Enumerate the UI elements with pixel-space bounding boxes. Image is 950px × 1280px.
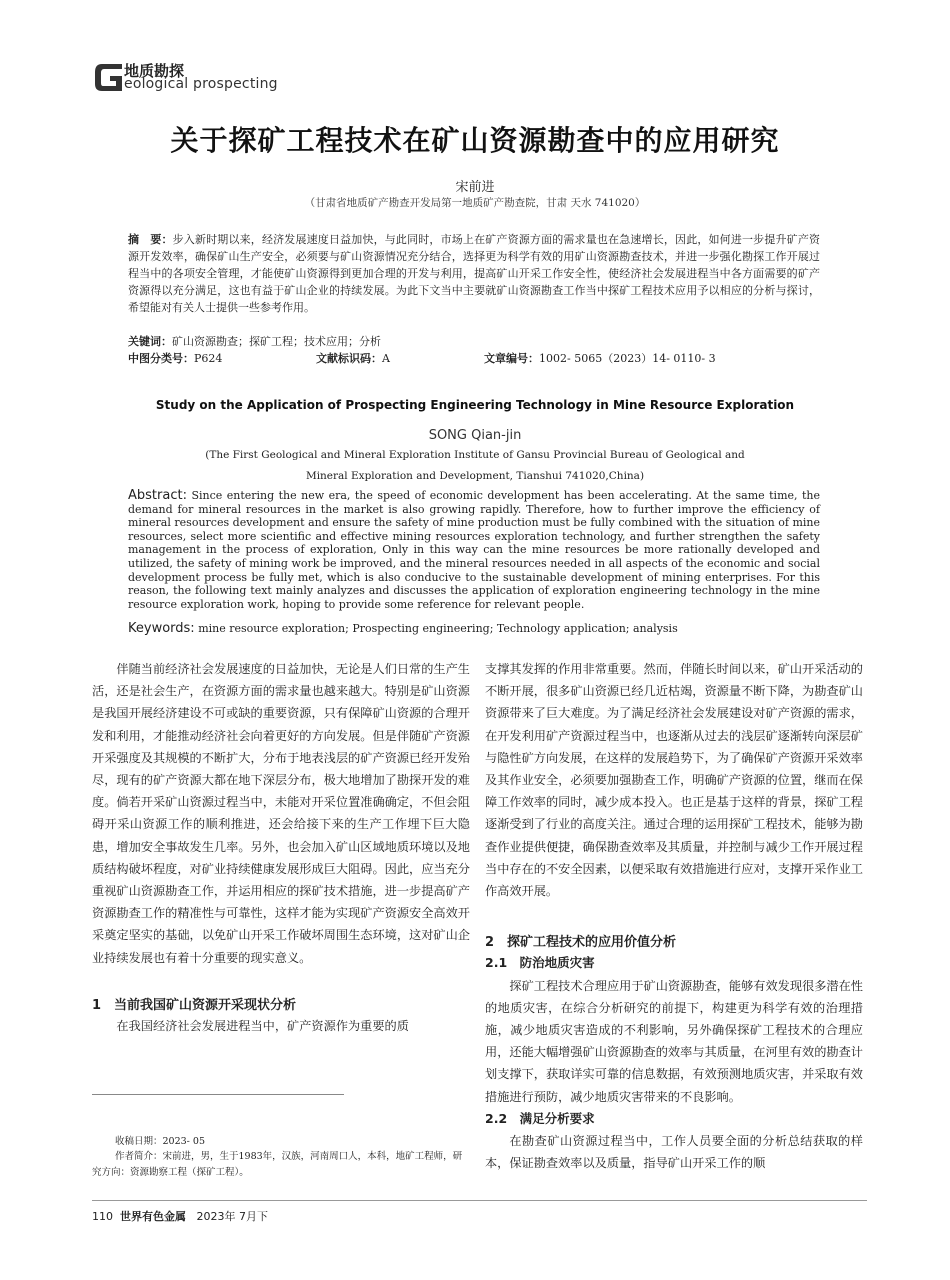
clc-label: 中图分类号： bbox=[128, 352, 194, 365]
classification-row bbox=[128, 350, 828, 367]
english-abstract-label: Abstract: bbox=[128, 488, 187, 503]
section2-heading: 2 探矿工程技术的应用价值分析 bbox=[485, 935, 677, 951]
section1-paragraph: 在我国经济社会发展进程当中，矿产资源作为重要的质 bbox=[116, 1019, 409, 1034]
page-footer bbox=[92, 1208, 268, 1224]
body-left-column bbox=[92, 658, 470, 1037]
abstract-text: 步入新时期以来，经济发展速度日益加快，与此同时，市场上在矿产资源方面的需求量也在急速增长，因此，如何进一步提升矿产资源开发效率，确保矿山生产安全，必须要与矿山资源情况充分结合，选择更为科学有效的用矿山资源勘查技术，并进一步强化勘探工作开展过程当中的各项安全管理，才能使矿山资源得到更加合理的开发与利用，提高矿山开采工作安全性，使经济社会发展进程当中各方面需要的矿产资源得以充分满足，这也有益于矿山企业的持续发展。为此下文当中主要就矿山资源勘查工作当中探矿工程技术应用予以相应的分析与探讨，希望能对有关人士提供一些参考作用。 bbox=[128, 233, 820, 314]
section1-heading: 1 当前我国矿山资源开采现状分析 bbox=[92, 997, 297, 1013]
section22-paragraph: 在勘查矿山资源过程当中，工作人员要全面的分析总结获取的样本，保证勘查效率以及质量，指导矿山开采工作的顺 bbox=[485, 1134, 863, 1171]
clc-value: P624 bbox=[194, 352, 223, 365]
footnote-divider bbox=[92, 1094, 344, 1095]
section22-heading: 2.2 满足分析要求 bbox=[485, 1110, 595, 1126]
keywords-text: 矿山资源勘查；探矿工程；技术应用；分析 bbox=[172, 335, 381, 348]
body-right-column bbox=[485, 658, 863, 1174]
intro-paragraph: 伴随当前经济社会发展速度的日益加快，无论是人们日常的生产生活，还是社会生产，在资源方面的需求量也越来越大。特别是矿山资源是我国开展经济建设不可或缺的重要资源，只有保障矿山资源的合理开发和利用，才能推动经济社会向着更好的方向发展。但是伴随矿产资源开采强度及其规模的不断扩大，分布于地表浅层的矿产资源已经开发殆尽，现有的矿产资源大都在地下深层分布，极大地增加了勘探开发的难度。倘若开采矿山资源过程当中，未能对开采位置准确确定，不但会阻碍开采山资源工作的顺利推进，还会给接下来的生产工作埋下巨大隐患，增加安全事故发生几率。另外，也会加入矿山区域地质环境以及地质结构破坏程度，对矿业持续健康发展形成巨大阻碍。因此，应当充分重视矿山资源勘查工作，并运用相应的探矿技术措施，进一步提高矿产资源勘查工作的精准性与可靠性，这样才能为实现矿产资源安全高效开采奠定坚实的基础，以免矿山开采工作破坏周围生态环境，这对矿山企业持续发展也有着十分重要的现实意义。 bbox=[92, 662, 470, 965]
article-no-label: 文章编号： bbox=[484, 352, 539, 365]
journal-section-en: eological prospecting bbox=[124, 76, 278, 92]
english-abstract-text: Since entering the new era, the speed of economic development has been accelerating. At the same time, the demand for mineral resources in the market is also growing rapidly. Therefore, how to further improve the efficiency of mineral resources development and ensure the safety of mine production must be fully combined with the situation of mine resources, select more scientific and effective mining resources exploration technology, and further strengthen the safety management in the process of exploration, Only in this way can the mine resources be more rationally developed and utilized, the safety of mining work be improved, and the mineral resources needed in all aspects of the economic and social development process be fully met, which is also conducive to the sustainable development of mining enterprises. For this reason, the following text mainly analyzes and discusses the application of exploration engineering technology in the mine resource exploration work, hoping to provide some reference for relevant people. bbox=[128, 489, 820, 611]
author-info: 作者简介：宋前进，男，生于1983年，汉族，河南周口人，本科，地矿工程师，研究方向：资源勘察工程（探矿工程）。 bbox=[92, 1151, 463, 1178]
abstract-cn bbox=[128, 231, 820, 316]
paper-title: 关于探矿工程技术在矿山资源勘查中的应用研究 bbox=[170, 124, 780, 157]
article-no-value: 1002- 5065（2023）14- 0110- 3 bbox=[539, 352, 716, 365]
english-abstract bbox=[128, 489, 820, 611]
clc-field bbox=[128, 350, 222, 366]
english-author: SONG Qian-jin bbox=[428, 428, 522, 443]
section21-heading: 2.1 防治地质灾害 bbox=[485, 955, 595, 971]
right-paragraph-1: 支撑其发挥的作用非常重要。然而，伴随长时间以来，矿山开采活动的不断开展，很多矿山资源已经几近枯竭，资源量不断下降，为勘查矿山资源带来了巨大难度。为了满足经济社会发展建设对矿产资源的需求，在开发利用矿产资源过程当中，也逐渐从过去的浅层矿逐渐转向深层矿与隐性矿方向发展，在这样的发展趋势下，为了确保矿产资源开采效率及其作业安全，必须要加强勘查工作，明确矿产资源的位置，继而在保障工作效率的同时，减少成本投入。也正是基于这样的背景，探矿工程逐渐受到了行业的高度关注。通过合理的运用探矿工程技术，能够为勘查作业提供便捷，确保勘查效率及其质量，并控制与减少工作开展过程当中存在的不安全因素，以便采取有效措施进行应对，支撑开采作业工作高效开展。 bbox=[485, 662, 863, 899]
section21-paragraph: 探矿工程技术合理应用于矿山资源勘查，能够有效发现很多潜在性的地质灾害，在综合分析研究的前提下，构建更为科学有效的治理措施，减少地质灾害造成的不利影响，另外确保探矿工程技术的合理应用，还能大幅增强矿山资源勘查的效率与其质量，在河里有效的勘查计划支撑下，获取详实可靠的信息数据，有效预测地质灾害，并采取有效措施进行预防，减少地质灾害带来的不良影响。 bbox=[485, 978, 863, 1104]
doc-code-value: A bbox=[382, 352, 390, 365]
english-keywords bbox=[128, 621, 678, 636]
issue-date: 2023年 7月下 bbox=[196, 1210, 268, 1223]
paper-author: 宋前进 bbox=[455, 180, 495, 195]
received-date: 收稿日期：2023- 05 bbox=[115, 1136, 205, 1147]
article-no-field bbox=[484, 350, 716, 366]
english-affiliation-line2: Mineral Exploration and Development, Tianshui 741020,China) bbox=[305, 470, 645, 482]
english-affiliation-line1: (The First Geological and Mineral Exploration Institute of Gansu Provincial Bureau of Geological and bbox=[205, 449, 745, 461]
doc-code-field bbox=[316, 350, 390, 366]
english-title: Study on the Application of Prospecting Engineering Technology in Mine Resource Exploration bbox=[155, 398, 795, 412]
keywords-label: 关键词： bbox=[128, 335, 172, 348]
page-number: 110 bbox=[92, 1210, 113, 1223]
english-keywords-label: Keywords: bbox=[128, 621, 195, 636]
keywords-cn bbox=[128, 333, 381, 349]
english-keywords-text: mine resource exploration; Prospecting engineering; Technology application; analysis bbox=[198, 622, 678, 635]
journal-name: 世界有色金属 bbox=[120, 1210, 186, 1223]
footer-divider bbox=[92, 1200, 867, 1201]
journal-section-cn: 地质勘探 bbox=[124, 62, 185, 80]
journal-logo-g-icon bbox=[92, 58, 126, 92]
abstract-label: 摘 要： bbox=[128, 233, 173, 246]
paper-affiliation: （甘肃省地质矿产勘查开发局第一地质矿产勘查院，甘肃 天水 741020） bbox=[304, 197, 646, 209]
doc-code-label: 文献标识码： bbox=[316, 352, 382, 365]
